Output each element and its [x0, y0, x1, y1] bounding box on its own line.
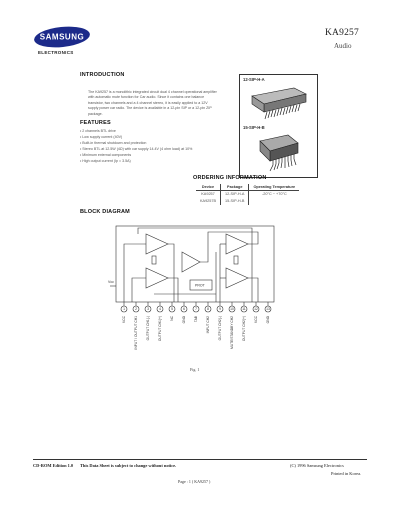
- table-cell: KA9257B: [200, 199, 217, 204]
- features-list: [80, 128, 192, 165]
- svg-text:11: 11: [242, 307, 246, 312]
- feature-item: • Built-in thermal shutdown and protection: [80, 140, 192, 146]
- svg-text:OUTPUT CH2(-): OUTPUT CH2(-): [218, 316, 223, 341]
- package-box: [239, 74, 318, 178]
- ordering-heading: ORDERING INFORMATION: [193, 175, 267, 181]
- prot-label: PROT: [195, 283, 205, 288]
- svg-text:13: 13: [266, 307, 270, 312]
- pin-2: [133, 302, 139, 350]
- svg-text:3: 3: [147, 307, 149, 312]
- feature-item: • 2 channels BTL drive: [80, 128, 192, 134]
- pin-11: [241, 302, 247, 341]
- package-a-illustration: [248, 84, 310, 120]
- pin-1: [121, 302, 127, 323]
- logo-subtitle: ELECTRONICS: [38, 50, 74, 55]
- feature-item: • High output current (Ip = 3.5A): [80, 158, 192, 164]
- intro-paragraph: The KA9257 is a monolithic integrated circuit dual 4 channel operational amplifier with automatic mute function for Car audio. Since it contains one balance transistor, two channels and a 4 channel stereo, it is easily applied to a 12V supply power car radio. The device is available in a 12-pin SIP or a 12-pin ZIP package.: [88, 90, 217, 116]
- part-number: KA9257: [325, 28, 359, 38]
- pin-5: [169, 302, 175, 321]
- svg-text:12: 12: [254, 307, 258, 312]
- svg-text:7: 7: [195, 307, 197, 312]
- pin-9: [217, 302, 223, 340]
- category-label: Audio: [334, 42, 352, 50]
- svg-text:6: 6: [183, 307, 185, 312]
- svg-text:VCC: VCC: [122, 316, 127, 323]
- svg-text:GND: GND: [266, 316, 271, 324]
- pin-12: [253, 302, 259, 323]
- pin-13: [265, 302, 271, 323]
- pin-8: [205, 302, 211, 333]
- feature-item: • Low supply current (40V): [80, 134, 192, 140]
- svg-text:4: 4: [159, 307, 161, 312]
- footer-copyright: (C) 1996 Samsung Electronics: [290, 463, 344, 468]
- svg-text:1: 1: [123, 307, 125, 312]
- feature-item: • Minimum external components: [80, 152, 192, 158]
- svg-text:OUTPUT CH2(+): OUTPUT CH2(+): [242, 316, 247, 342]
- svg-text:8: 8: [207, 307, 209, 312]
- footer-divider: [33, 459, 367, 460]
- column-header: Device: [196, 184, 221, 191]
- pin-4: [157, 302, 163, 341]
- page-number: Page : 1 ( KA9257 ): [178, 479, 211, 484]
- column-header: Operating Temperature: [249, 184, 299, 191]
- svg-text:2: 2: [135, 307, 137, 312]
- feature-item: • Stereo BTL at 12.5W (4Ω) with car supply 14.4V (4 ohm load) at 10%: [80, 146, 192, 152]
- svg-text:OUTPUT CH1(+): OUTPUT CH1(+): [158, 316, 163, 342]
- vcc-label: Vcc: [108, 280, 114, 284]
- package-b-illustration: [254, 133, 304, 173]
- table-cell: 12-SIP-H-A: [221, 191, 249, 198]
- table-row: [196, 191, 299, 198]
- table-cell: [249, 198, 299, 205]
- features-heading: FEATURES: [80, 120, 111, 126]
- svg-text:MUTE/STANDBY CH2: MUTE/STANDBY CH2: [230, 316, 235, 350]
- svg-text:10: 10: [230, 307, 234, 312]
- block-diagram-heading: BLOCK DIAGRAM: [80, 209, 130, 215]
- pin-7: [193, 302, 199, 322]
- footer-printed: Printed in Korea.: [331, 471, 362, 476]
- pin-6: [181, 302, 187, 323]
- svg-text:GND: GND: [182, 316, 187, 324]
- svg-text:VCC: VCC: [254, 316, 259, 323]
- ordering-table: [196, 184, 299, 205]
- column-header: Package: [221, 184, 249, 191]
- svg-text:NC: NC: [170, 316, 175, 321]
- pin-3: [145, 302, 151, 340]
- table-cell: -20°C ~ +70°C: [249, 191, 299, 198]
- table-cell: KA9257: [201, 192, 215, 197]
- package-label-b: 15-SIP-H-B: [243, 125, 265, 130]
- footer-edition: CD-ROM Edition 1.0: [33, 463, 74, 468]
- svg-text:9: 9: [219, 307, 221, 312]
- intro-heading: INTRODUCTION: [80, 72, 125, 78]
- pin-10: [229, 302, 235, 349]
- table-cell: 15-SIP-H-B: [221, 198, 249, 205]
- svg-text:INPUT / OUTPUT CH1: INPUT / OUTPUT CH1: [134, 316, 139, 350]
- svg-text:5: 5: [171, 307, 173, 312]
- figure-caption: Fig. 1: [190, 367, 200, 372]
- svg-text:INPUT CH2: INPUT CH2: [206, 316, 211, 334]
- logo-text: SAMSUNG: [39, 32, 85, 42]
- svg-text:OUTPUT CH1(-): OUTPUT CH1(-): [146, 316, 151, 341]
- samsung-logo: [33, 26, 91, 48]
- package-label-a: 12-SIP-H-A: [243, 77, 265, 82]
- block-diagram: [108, 222, 283, 370]
- svg-text:TAB: TAB: [194, 316, 199, 323]
- footer-notice: This Data Sheet is subject to change without notice.: [80, 463, 177, 468]
- table-row: [196, 198, 299, 205]
